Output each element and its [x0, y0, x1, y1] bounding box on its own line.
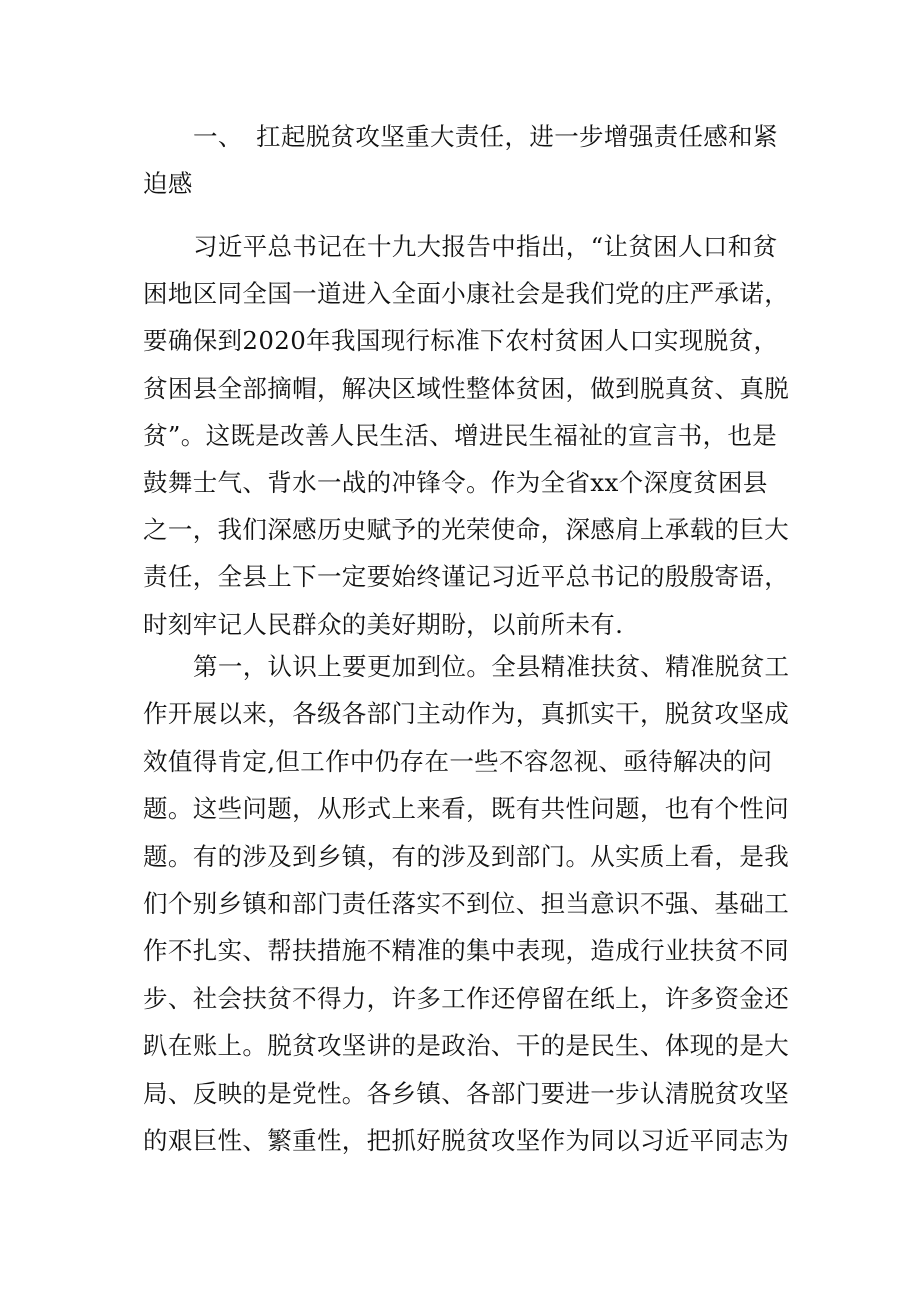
paragraph-2-line-5: 题。有的涉及到乡镇，有的涉及到部门。从实质上看，是我 — [143, 841, 790, 871]
paragraph-2-line-1: 第一，认识上要更加到位。全县精准扶贫、精准脱贫工 — [193, 652, 790, 681]
paragraph-1-line-8: 责任，全县上下一定要始终谨记习近平总书记的殷殷寄语， — [143, 562, 790, 592]
paragraph-2-line-2: 作开展以来，各级各部门主动作为，真抓实干，脱贫攻坚成 — [143, 699, 790, 729]
paragraph-1-line-9: 时刻牢记人民群众的美好期盼，以前所未有. — [143, 609, 624, 639]
paragraph-2-line-3: 效值得肯定,但工作中仍存在一些不容忽视、亟待解决的问 — [143, 746, 773, 776]
paragraph-1-line-7: 之一，我们深感历史赋予的光荣使命，深感肩上承载的巨大 — [143, 515, 790, 545]
paragraph-2-line-8: 步、社会扶贫不得力，许多工作还停留在纸上，许多资金还 — [143, 983, 790, 1013]
paragraph-1-line-5: 贫”。这既是改善人民生活、增进民生福祉的宣言书，也是 — [143, 420, 778, 450]
paragraph-2-line-9: 趴在账上。脱贫攻坚讲的是政治、干的是民生、体现的是大 — [143, 1031, 790, 1061]
heading-line-1: 扛起脱贫攻坚重大责任，进一步增强责任感和紧 — [256, 122, 778, 151]
paragraph-1-line-3: 要确保到2020年我国现行标准下农村贫困人口实现脱贫， — [143, 326, 779, 356]
paragraph-1-line-2: 困地区同全国一道进入全面小康社会是我们党的庄严承诺， — [143, 279, 790, 309]
paragraph-2-line-4: 题。这些问题，从形式上来看，既有共性问题，也有个性问 — [143, 794, 790, 824]
heading-number: 一、 — [193, 122, 243, 151]
paragraph-2-line-10: 局、反映的是党性。各乡镇、各部门要进一步认清脱贫攻坚 — [143, 1078, 790, 1108]
paragraph-2-line-11: 的艰巨性、繁重性，把抓好脱贫攻坚作为同以习近平同志为 — [143, 1126, 790, 1155]
paragraph-1-line-1: 习近平总书记在十九大报告中指出，“让贫困人口和贫 — [193, 232, 778, 261]
paragraph-2-line-7: 作不扎实、帮扶措施不精准的集中表现，造成行业扶贫不同 — [143, 936, 790, 966]
paragraph-1-line-4: 贫困县全部摘帽，解决区域性整体贫困，做到脱真贫、真脱 — [143, 373, 790, 403]
heading-line-2: 迫感 — [143, 169, 193, 198]
paragraph-2-line-6: 们个别乡镇和部门责任落实不到位、担当意识不强、基础工 — [143, 889, 790, 918]
paragraph-1-line-6: 鼓舞士气、背水一战的冲锋令。作为全省xx个深度贫困县 — [143, 468, 768, 497]
